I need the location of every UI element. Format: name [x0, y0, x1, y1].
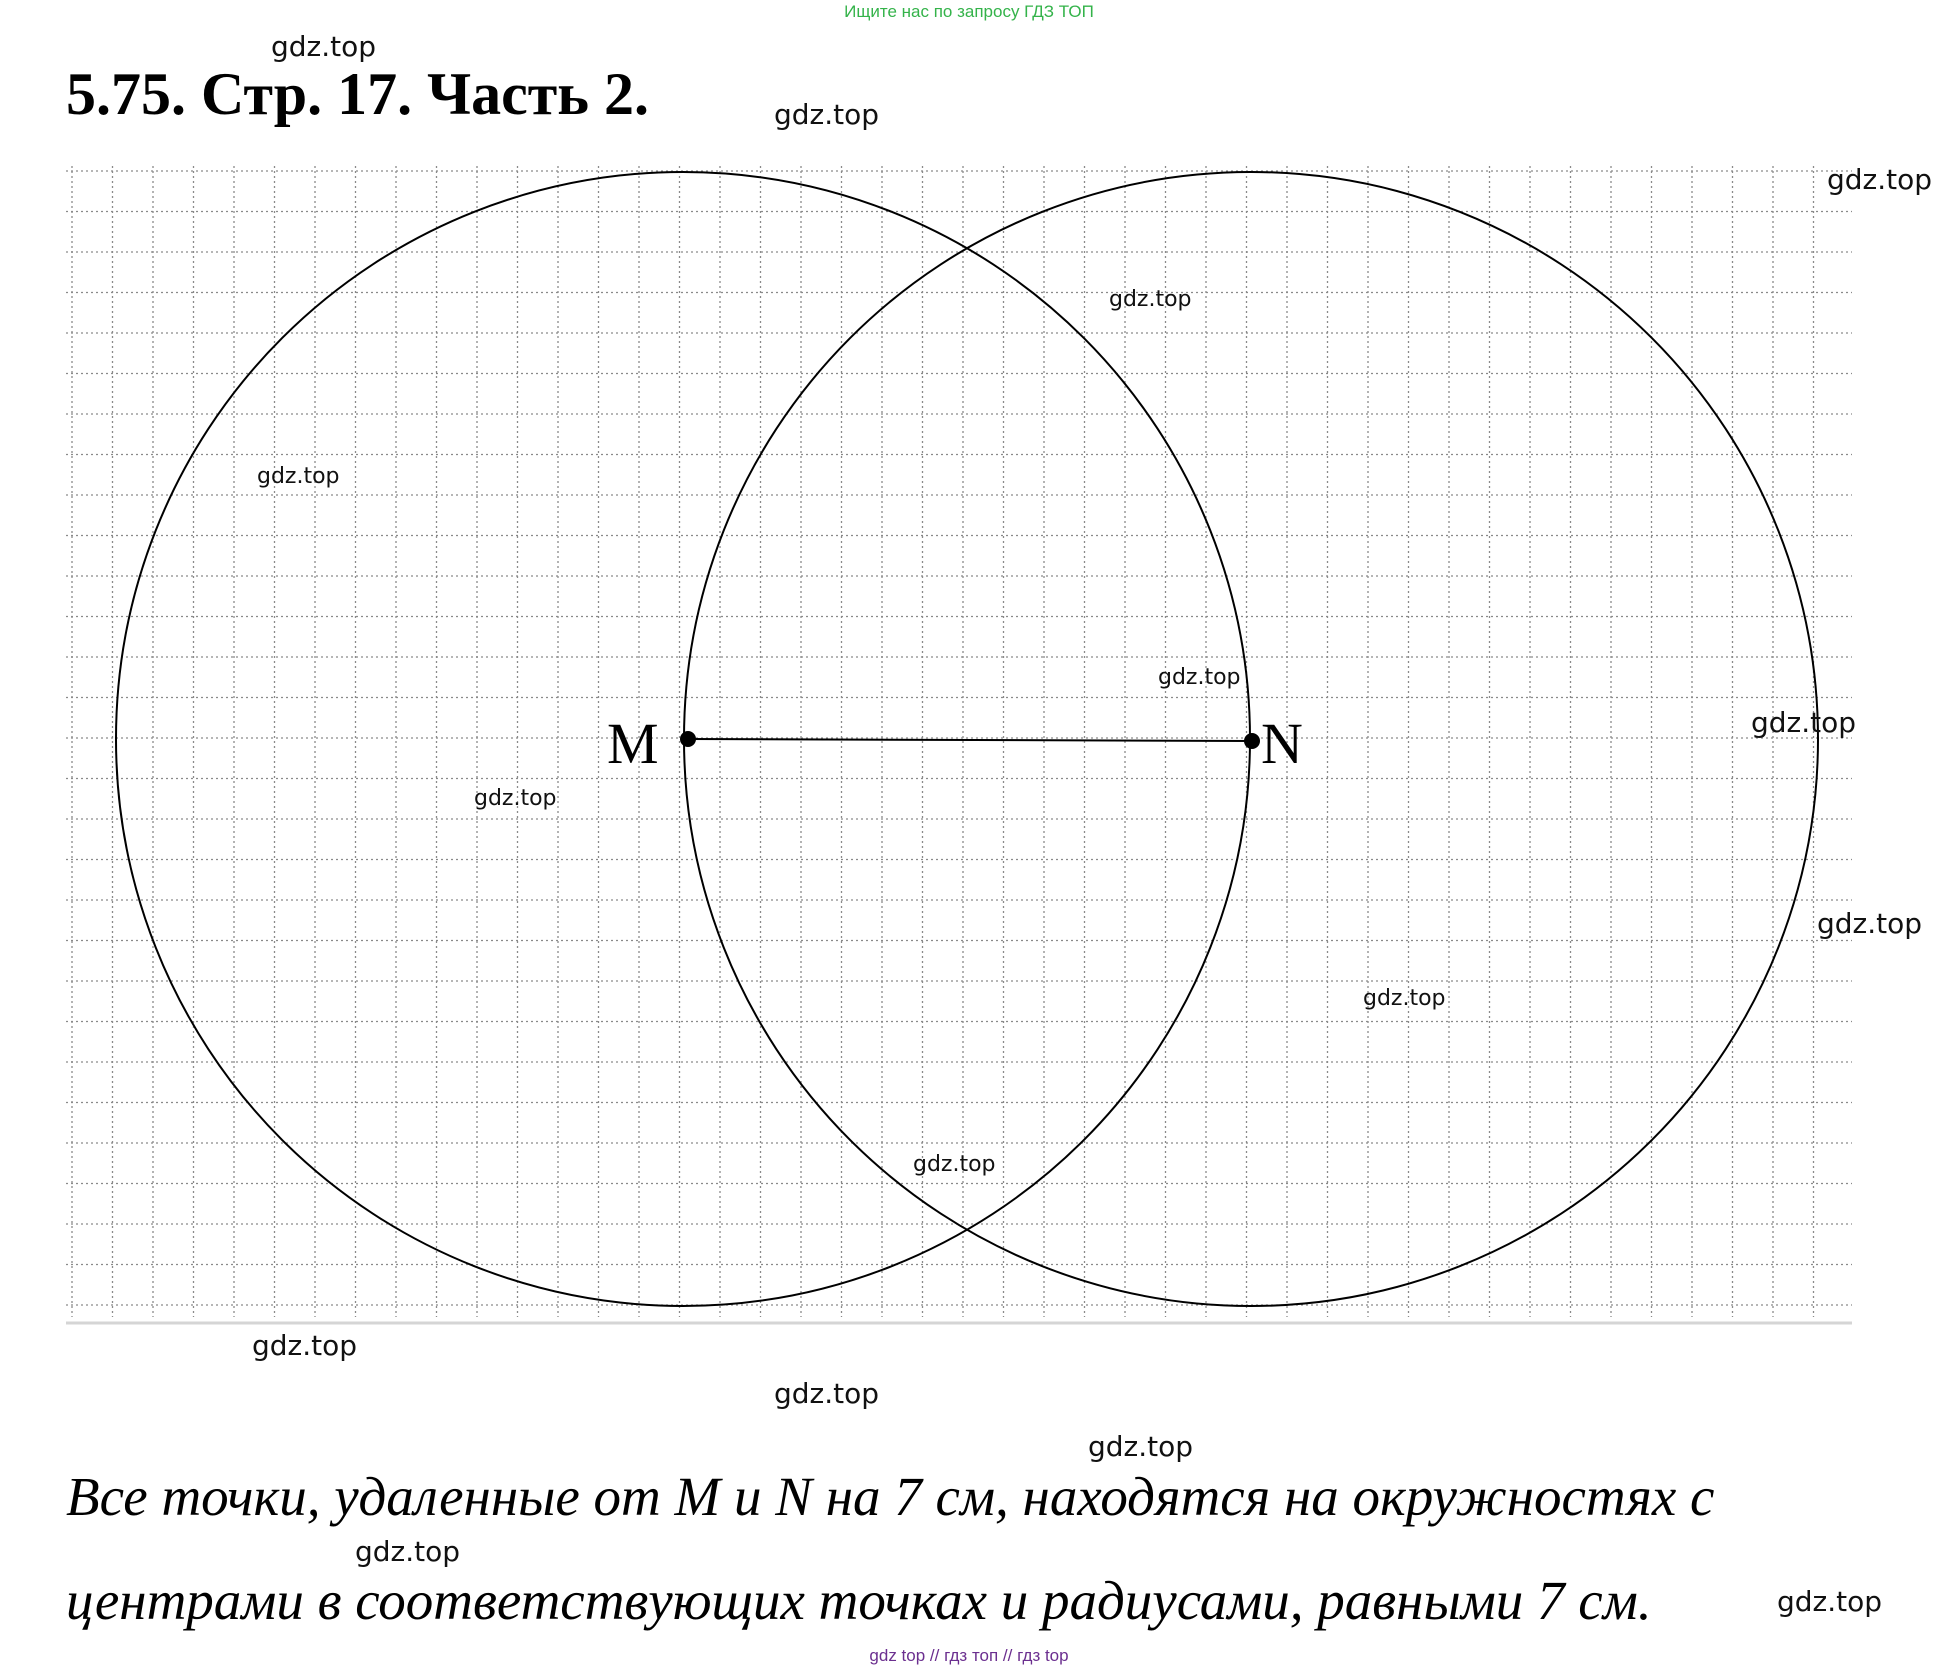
- watermark: gdz.top: [1827, 163, 1933, 196]
- watermark: gdz.top: [257, 464, 340, 489]
- watermark: gdz.top: [774, 98, 880, 131]
- watermark: gdz.top: [1363, 986, 1446, 1011]
- point-n: [1244, 733, 1260, 749]
- grid-paper: [66, 166, 1852, 1323]
- watermark: gdz.top: [1158, 665, 1241, 690]
- watermark: gdz.top: [252, 1329, 358, 1362]
- watermark: gdz.top: [1817, 907, 1923, 940]
- watermark: gdz.top: [1751, 706, 1857, 739]
- segment-mn: [688, 739, 1252, 741]
- watermark: gdz.top: [913, 1152, 996, 1177]
- answer-line-1: Все точки, удаленные от M и N на 7 см, находятся на окружностях с: [66, 1466, 1715, 1527]
- answer-line-2: центрами в соответствующих точках и радиусами, равными 7 см.: [66, 1570, 1652, 1631]
- watermark: gdz.top: [1109, 287, 1192, 312]
- point-m-label: M: [607, 711, 659, 776]
- watermark: gdz.top: [474, 786, 557, 811]
- watermark: gdz.top: [1088, 1430, 1194, 1463]
- watermark: gdz.top: [774, 1377, 880, 1410]
- point-m: [680, 731, 696, 747]
- search-banner[interactable]: Ищите нас по запросу ГДЗ ТОП: [844, 2, 1094, 21]
- footer-links[interactable]: gdz top // гдз топ // гдз top: [869, 1646, 1069, 1665]
- page-title: 5.75. Стр. 17. Часть 2.: [66, 61, 649, 127]
- watermark: gdz.top: [271, 30, 377, 63]
- watermark: gdz.top: [1777, 1585, 1883, 1618]
- watermark: gdz.top: [355, 1535, 461, 1568]
- point-n-label: N: [1261, 711, 1303, 776]
